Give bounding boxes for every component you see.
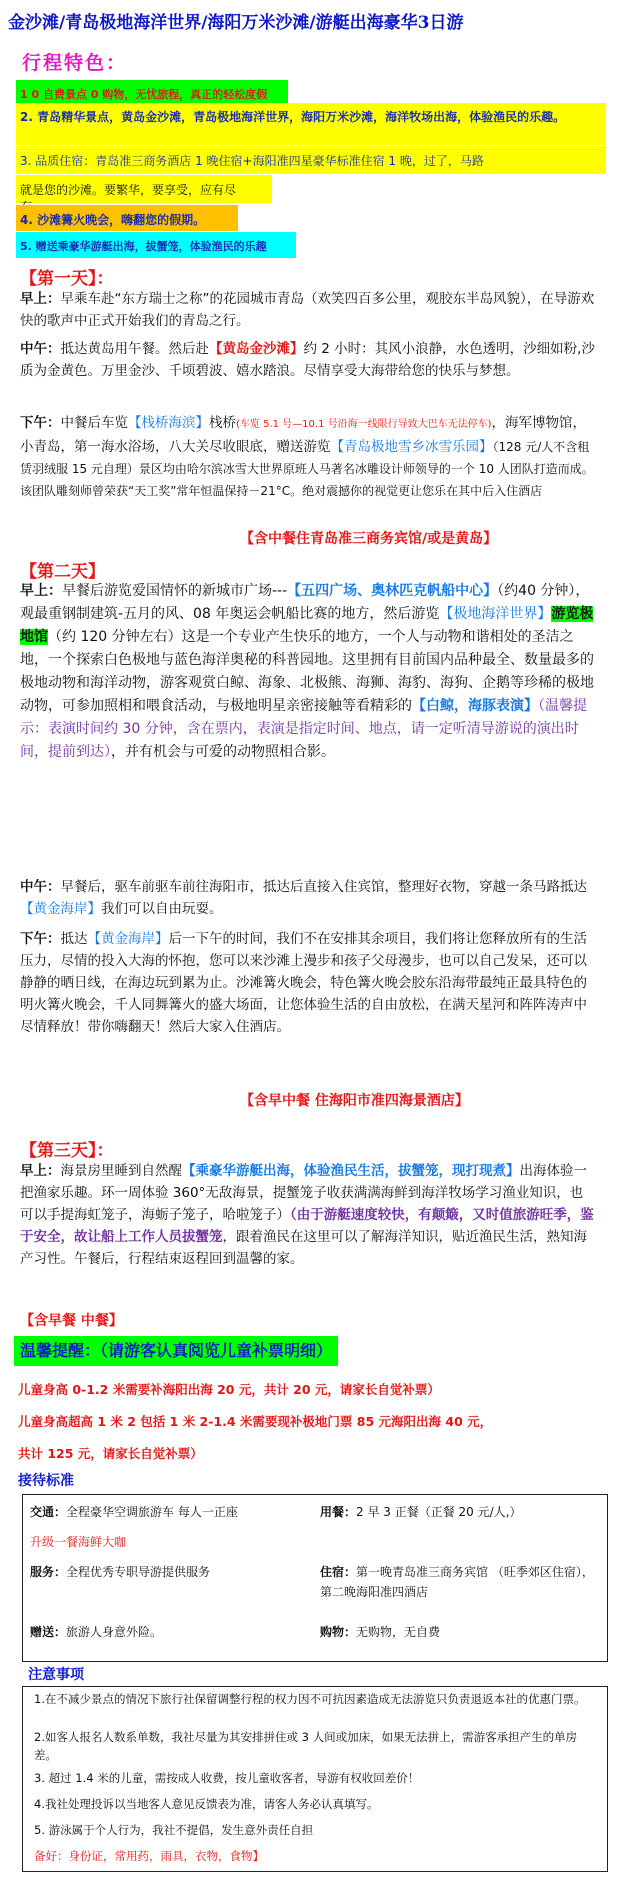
hotel-value: 第一晚青岛准三商务宾馆 （旺季郊区住宿），第二晚海阳准四酒店 bbox=[320, 1565, 594, 1599]
gift-label: 赠送： bbox=[30, 1625, 67, 1639]
reminder-line2: 儿童身高超高 1 米 2 包括 1 米 2-1.4 米需要现补极地门票 85 元海阳出海 40 元， bbox=[18, 1414, 493, 1429]
day1-morning bbox=[20, 288, 595, 332]
standards-hotel-a bbox=[320, 1562, 600, 1602]
reminder-line1: 儿童身高 0-1.2 米需要补海阳出海 20 元，共计 20 元，请家长自觉补票） bbox=[18, 1382, 440, 1397]
transport-label: 交通： bbox=[30, 1505, 67, 1519]
meal-value: 2 早 3 正餐（正餐 20 元/人,） bbox=[356, 1505, 522, 1519]
standards-shopping bbox=[320, 1622, 600, 1642]
day2-morning-spot2: 【极地海洋世界】 bbox=[439, 606, 552, 622]
notes-heading: 注意事项 bbox=[28, 1667, 84, 1683]
day2-noon-spot: 【黄金海岸】 bbox=[20, 901, 101, 917]
standards-gift bbox=[30, 1622, 300, 1642]
day2-tag: 【第二天】 bbox=[20, 562, 105, 582]
note-item-2: 2.如客人报名人数系单数，我社尽量为其安排拼住或 3 人间或加床，如果无法拼上，需游客承担产生的单房差。 bbox=[34, 1730, 578, 1762]
transport-value: 全程豪华空调旅游车 每人一正座 bbox=[66, 1505, 238, 1519]
day1-afternoon-text-d: （128 元/人不含租赁羽绒服 15 元自理）景区均由哈尔滨冰雪大世界原班人马著名冰雕设计师领导的一个 10 人团队打造而成。该团队雕刻师曾荣获“天工奖”常年恒温保持－21°C。绝对震撼你的视觉更让您乐在其中后入住酒店 bbox=[20, 440, 594, 498]
day1-meal: 【含中餐住青岛准三商务宾馆/或是黄岛】 bbox=[240, 531, 498, 547]
day2-noon bbox=[20, 876, 595, 920]
day3-meal: 【含早餐 中餐】 bbox=[20, 1313, 123, 1329]
page-title: 金沙滩/青岛极地海洋世界/海阳万米沙滩/游艇出海豪华3日游 bbox=[8, 13, 464, 33]
day2-morning-text-b: （约40 分钟），观最重钢制建筑-五月的风、08 年奥运会帆船比赛的地方，然后游览 bbox=[20, 583, 590, 622]
day1-morning-label: 早上： bbox=[20, 291, 61, 307]
day1-afternoon-spot2: 【青岛极地雪乡冰雪乐园】 bbox=[330, 439, 493, 455]
day3-morning-label: 早上： bbox=[20, 1163, 61, 1179]
day2-show-end: ，并有机会与可爱的动物照相合影。 bbox=[111, 744, 335, 760]
standards-heading: 接待标准 bbox=[18, 1473, 74, 1489]
day1-tag: 【第一天】： bbox=[20, 269, 114, 289]
reminder-head: 温馨提醒： bbox=[20, 1341, 101, 1360]
day1-noon-text-b: 约 2 小时：其风小浪静，水色透明，沙细如粉,沙质为金黄色。万里金沙、千顷碧波、嬉水踏浪。尽情享受大海带给您的快乐与梦想。 bbox=[20, 341, 595, 379]
reminder-line3: 共计 125 元，请家长自觉补票） bbox=[18, 1446, 203, 1461]
day1-morning-text: 早乘车赴“东方瑞士之称”的花园城市青岛（欢笑四百多公里，观胶东半岛风貌），在导游欢快的歌声中正式开始我们的青岛之行。 bbox=[20, 291, 595, 329]
day1-noon-spot: 【黄岛金沙滩】 bbox=[209, 341, 304, 357]
day1-afternoon-text-b: 栈桥 bbox=[209, 415, 236, 431]
day3-tag: 【第三天】： bbox=[20, 1141, 114, 1161]
note-item-4: 4.我社处理投诉以当地客人意见反馈表为准，请客人务必认真填写。 bbox=[34, 1797, 379, 1811]
day2-morning bbox=[20, 580, 595, 764]
feature-item-2: 2. 青岛精华景点，黄岛金沙滩，青岛极地海洋世界，海阳万米沙滩，海洋牧场出海，体验渔民的乐趣。 bbox=[16, 103, 606, 145]
day2-afternoon bbox=[20, 928, 595, 1038]
day2-meal: 【含早中餐 住海阳市准四海景酒店】 bbox=[240, 1093, 469, 1109]
day2-noon-end: 我们可以自由玩耍。 bbox=[101, 901, 223, 917]
day1-noon-label: 中午： bbox=[20, 341, 61, 357]
feature-item-5: 5. 赠送乘豪华游艇出海，拔蟹笼，体验渔民的乐趣 bbox=[16, 232, 296, 258]
day2-noon-text: 早餐后，驱车前驱车前往海阳市，抵达后直接入住宾馆，整理好衣物，穿越一条马路抵达 bbox=[60, 879, 587, 895]
standards-service bbox=[30, 1562, 300, 1582]
service-value: 全程优秀专职导游提供服务 bbox=[66, 1565, 211, 1579]
standards-meal-upgrade: 升级一餐海鲜大咖 bbox=[30, 1535, 127, 1549]
gift-value: 旅游人身意外险。 bbox=[66, 1625, 163, 1639]
service-label: 服务： bbox=[30, 1565, 67, 1579]
note-item-3: 3. 超过 1.4 米的儿童，需按成人收费，按儿童收客者，导游有权收回差价！ bbox=[34, 1771, 420, 1785]
feature-item-3: 3. 品质住宿：青岛准三商务酒店 1 晚住宿+海阳准四星豪华标准住宿 1 晚，过了，马路 bbox=[16, 146, 606, 174]
day2-morning-spot1: 【五四广场、奥林匹克帆船中心】 bbox=[287, 583, 498, 599]
day3-morning-note: （由于游艇速度较快，有颠簸，又时值旅游旺季，鉴于安全，故让船上工作人员拔蟹笼 bbox=[20, 1207, 594, 1245]
day1-afternoon-text-c: ，海军博物馆，小青岛，第一海水浴场，八大关尽收眼底，赠送游览 bbox=[20, 415, 587, 455]
day2-show-spot: 【白鲸，海豚表演】 bbox=[412, 698, 538, 714]
day2-morning-text-a: 早餐后游览爱国情怀的新城市广场--- bbox=[62, 583, 288, 599]
day3-morning bbox=[20, 1160, 595, 1270]
day1-afternoon-text-a: 中餐后车览 bbox=[60, 415, 128, 431]
day1-afternoon-label: 下午： bbox=[20, 415, 61, 431]
day1-noon-text-a: 抵达黄岛用午餐。然后赴 bbox=[60, 341, 209, 357]
day2-morning-spot2b: 游览极地馆 bbox=[20, 606, 594, 645]
shopping-label: 购物： bbox=[320, 1625, 357, 1639]
hotel-label: 住宿： bbox=[320, 1565, 357, 1579]
feature-item-1: 1 0 自费景点 0 购物，无忧旅程，真正的轻松度假 bbox=[16, 80, 288, 106]
meal-label: 用餐： bbox=[320, 1505, 357, 1519]
feature-item-4: 4. 沙滩篝火晚会，嗨翻您的假期。 bbox=[16, 205, 238, 231]
reminder-head-b: （请游客认真阅览儿童补票明细） bbox=[100, 1341, 333, 1360]
reminder-heading bbox=[14, 1336, 338, 1366]
day2-afternoon-spot: 【黄金海岸】 bbox=[87, 931, 169, 947]
day3-morning-spot: 【乘豪华游艇出海，体验渔民生活，拔蟹笼，现打现煮】 bbox=[182, 1163, 520, 1179]
day2-afternoon-text-a: 抵达 bbox=[60, 931, 88, 947]
day2-morning-text-c: （约 120 分钟左右）这是一个专业产生快乐的地方，一个人与动物和谐相处的圣洁之地，一个探索白色极地与蓝色海洋奥秘的科普园地。这里拥有目前国内品种最全、数量最多的极地动物和海洋动物，游客观赏白鲸、海象、北极熊、海狮、海豹、海狗、企鹅等珍稀的极地动物，可参加照相和喂食活动，与极地明星亲密接触等看精彩的 bbox=[20, 629, 594, 714]
standards-transport bbox=[30, 1502, 300, 1522]
standards-meal bbox=[320, 1502, 600, 1522]
feature-item-3b: 就是您的沙滩。要繁华，要享受，应有尽 bbox=[16, 175, 272, 203]
shopping-value: 无购物，无自费 bbox=[356, 1625, 441, 1639]
features-heading: 行程特色： bbox=[22, 52, 128, 74]
day1-afternoon-note: (车览 5.1 号—10.1 号沿海一线限行导致大巴车无法停车) bbox=[236, 419, 492, 430]
day1-afternoon-spot1: 【栈桥海滨】 bbox=[128, 415, 209, 431]
note-item-1: 1.在不减少景点的情况下旅行社保留调整行程的权力因不可抗因素造成无法游览只负责退返本社的优惠门票。 bbox=[34, 1692, 586, 1706]
note-item-5: 5. 游泳属于个人行为，我社不提倡，发生意外责任自担 bbox=[34, 1823, 314, 1837]
note-prepare: 备好：身份证，常用药，雨具，衣物，食物】 bbox=[34, 1849, 264, 1863]
day2-afternoon-text-b: 后一下午的时间，我们不在安排其余项目，我们将让您释放所有的生活压力，尽情的投入大海的怀抱，您可以来沙滩上漫步和孩子父母漫步，也可以自己发呆，还可以静静的晒日线，在海边玩到累为止。沙滩篝火晚会，特色篝火晚会胶东沿海带最纯正最具特色的明火篝火晚会，千人同舞篝火的盛大场面，让您体验生活的自由放松，在满天星河和阵阵涛声中尽情释放！带你嗨翻天！然后大家入住酒店。 bbox=[20, 931, 587, 1035]
day1-afternoon bbox=[20, 412, 595, 502]
day1-noon bbox=[20, 338, 595, 382]
day2-show-note: （温馨提示：表演时间约 30 分钟，含在票内，表演是指定时间、地点，请一定听清导游说的演出时间，提前到达） bbox=[20, 698, 587, 760]
day2-noon-label: 中午： bbox=[20, 879, 61, 895]
day2-morning-label: 早上： bbox=[20, 583, 62, 599]
day3-morning-text-a: 海景房里睡到自然醒 bbox=[60, 1163, 182, 1179]
day3-morning-text-b: 出海体验一把渔家乐趣。环一周体验 360°无敌海景，提蟹笼子收获满满海鲜到海洋牧场学习渔业知识，也可以手提海虹笼子，海蛎子笼子，哈啦笼子） bbox=[20, 1163, 587, 1223]
day3-morning-text-c: ，跟着渔民在这里可以了解海洋知识，贴近渔民生活，熟知海产习性。午餐后，行程结束返程回到温馨的家。 bbox=[20, 1229, 587, 1267]
day2-afternoon-label: 下午： bbox=[20, 931, 61, 947]
